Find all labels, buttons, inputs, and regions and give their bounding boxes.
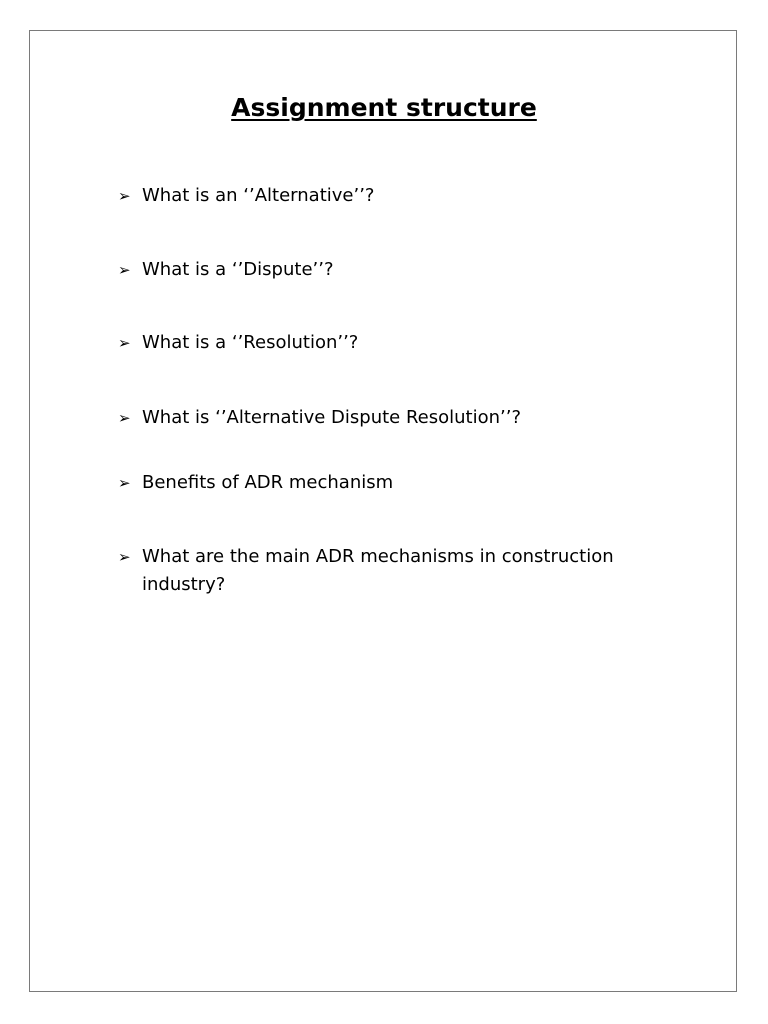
list-item-text: What is a ‘’Resolution’’? (142, 332, 359, 353)
arrowhead-bullet-icon: ➢ (118, 187, 131, 205)
arrowhead-bullet-icon: ➢ (118, 474, 131, 492)
arrowhead-bullet-icon: ➢ (118, 409, 131, 427)
list-item (118, 256, 698, 284)
list-item-text: What is an ‘’Alternative’’? (142, 185, 375, 206)
list-item (118, 469, 698, 497)
arrowhead-bullet-icon: ➢ (118, 261, 131, 279)
list-item-text: What is ‘’Alternative Dispute Resolution’’? (142, 407, 522, 428)
page-title: Assignment structure (231, 93, 537, 122)
list-item (118, 404, 698, 432)
arrowhead-bullet-icon: ➢ (118, 334, 131, 352)
list-item (118, 543, 698, 599)
arrowhead-bullet-icon: ➢ (118, 548, 131, 566)
list-item-text: Benefits of ADR mechanism (142, 472, 394, 493)
list-item-text: What is a ‘’Dispute’’? (142, 259, 334, 280)
list-item-text: What are the main ADR mechanisms in construction industry? (142, 546, 614, 595)
list-item (118, 329, 698, 357)
document-page (29, 30, 737, 992)
list-item (118, 182, 698, 210)
